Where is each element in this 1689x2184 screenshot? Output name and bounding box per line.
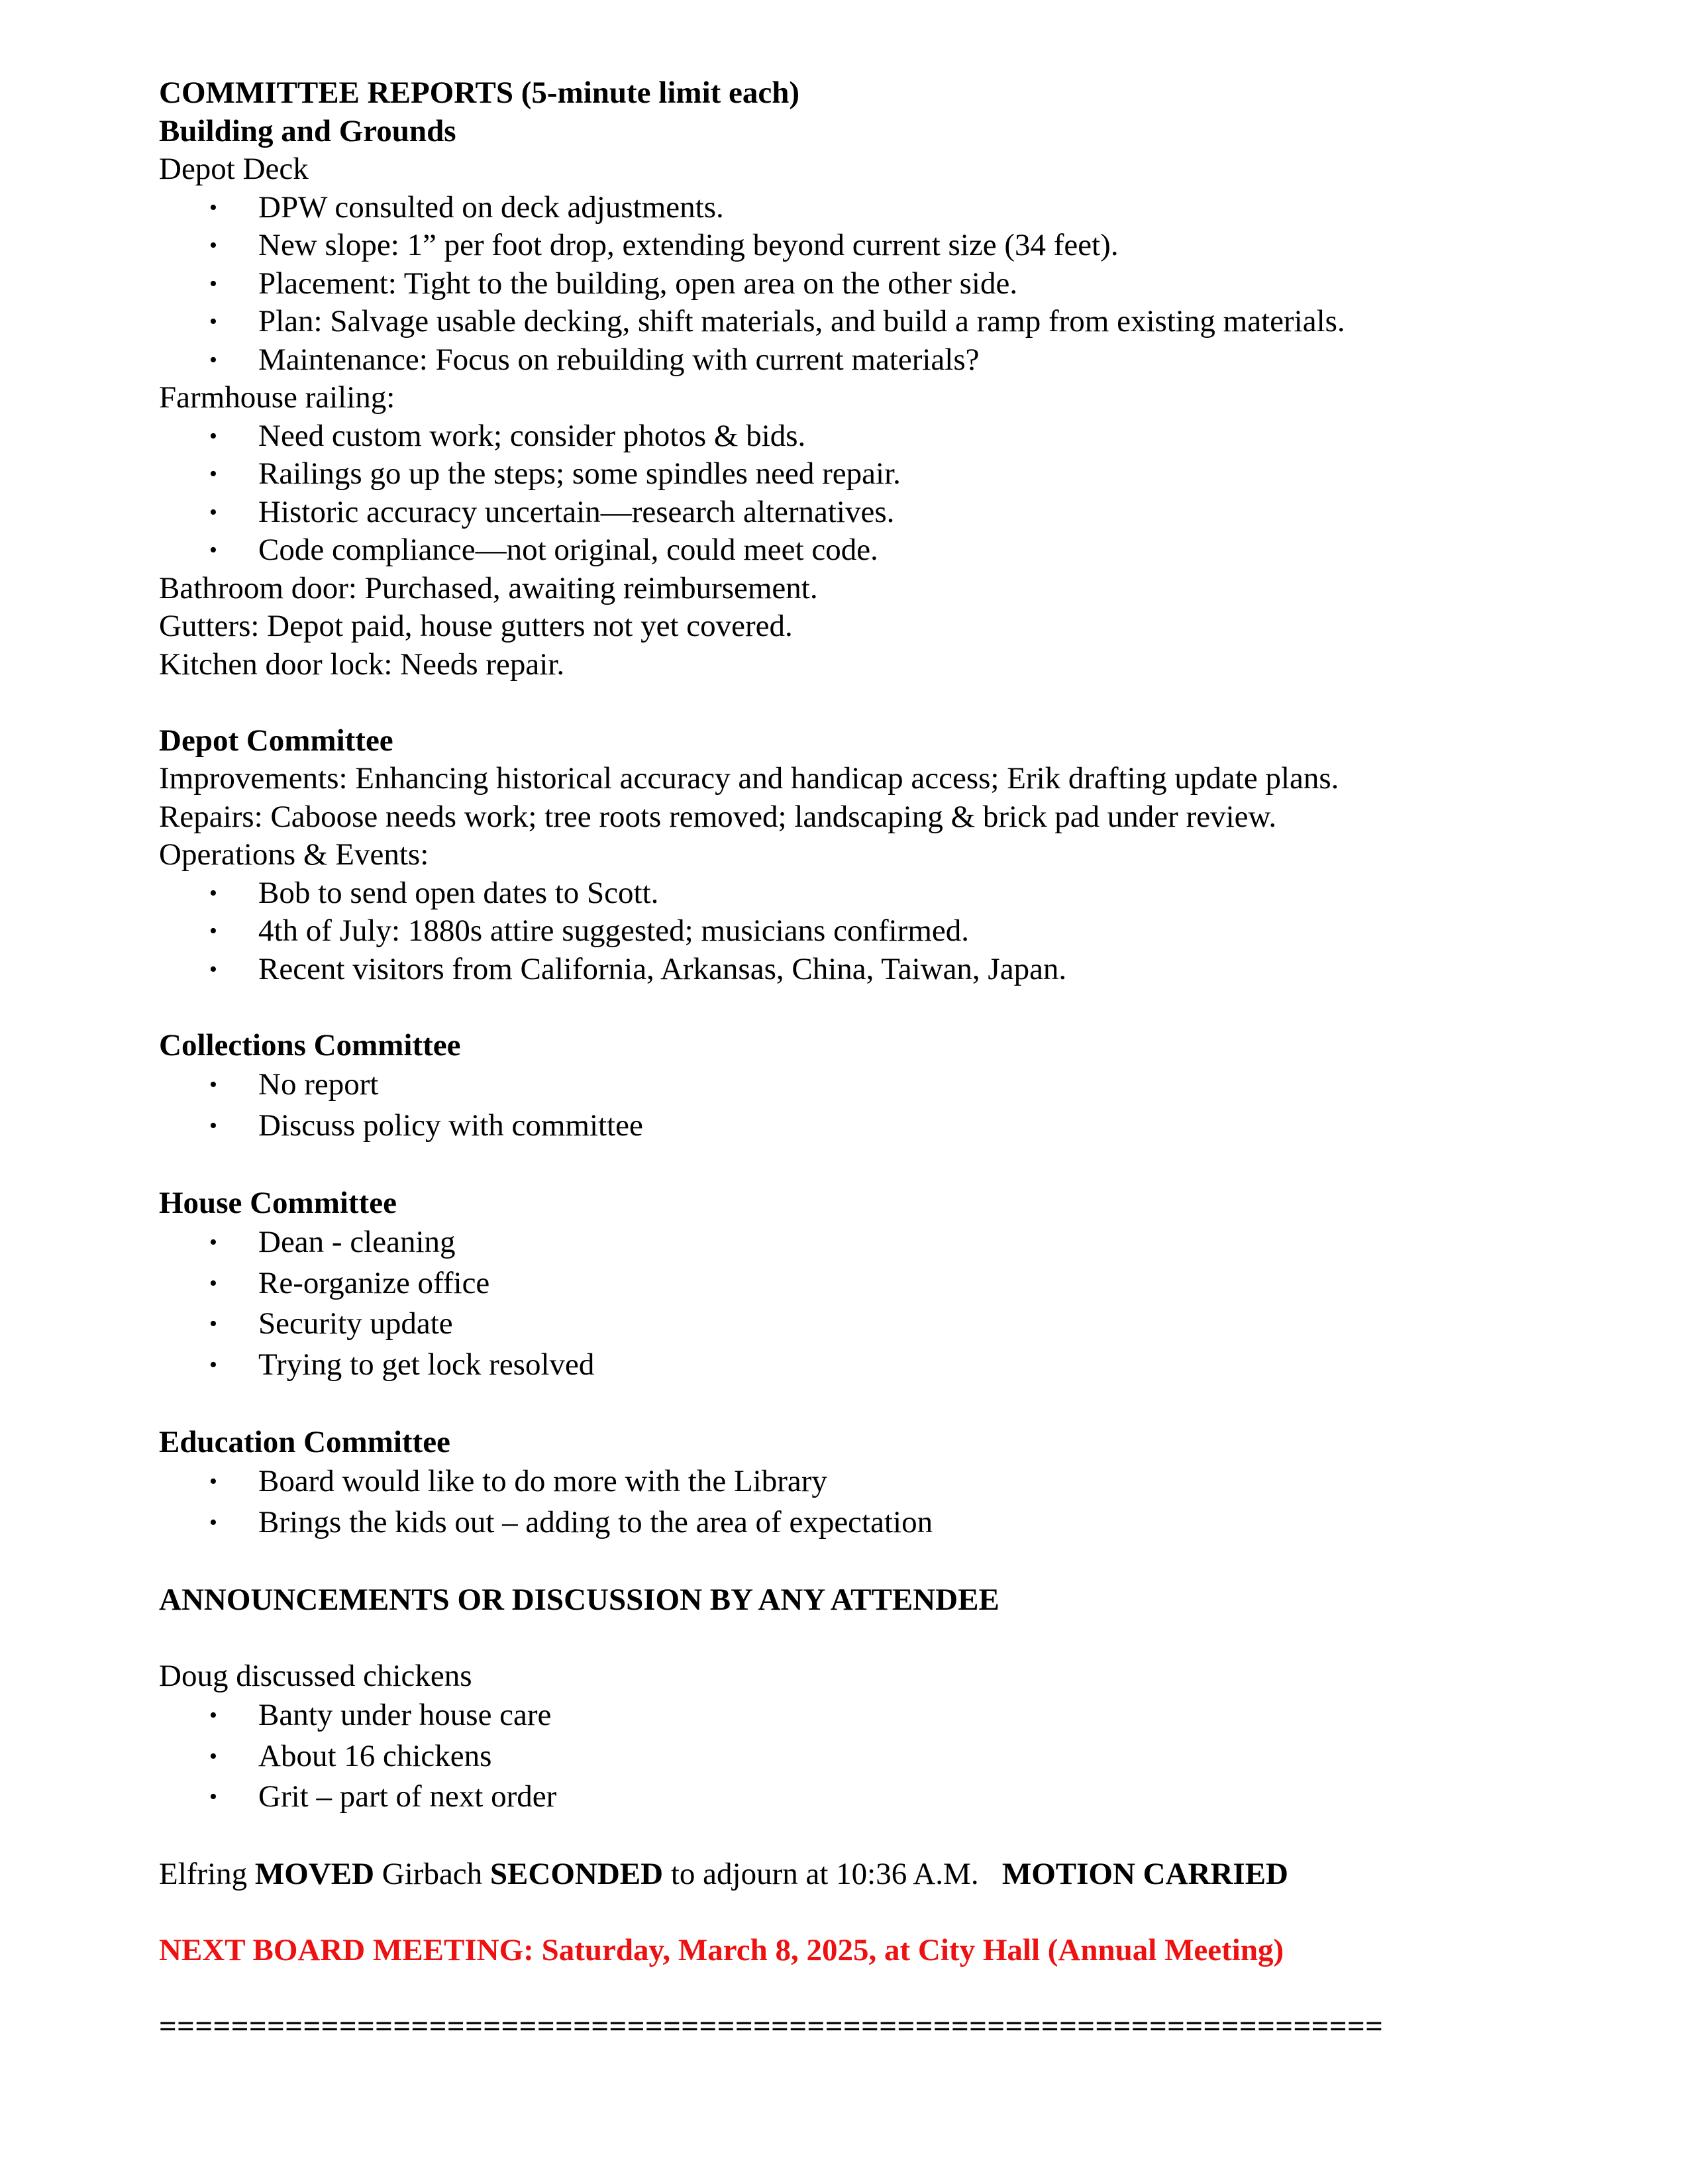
farmhouse-railing-list [159,417,1576,570]
list-item: • Grit – part of next order [159,1777,1576,1818]
list-item: • Board would like to do more with the Library [159,1461,1576,1502]
house-committee-heading: House Committee [159,1185,397,1220]
farmhouse-railing-label: Farmhouse railing: [159,380,395,415]
depot-deck-list [159,189,1576,380]
bullet-icon: • [209,1312,217,1336]
education-list [159,1461,1576,1543]
separator-rule: ==================================================================== [159,2009,1384,2044]
motion-seconded-word: SECONDED [489,1857,664,1891]
minutes-page [159,74,1576,2046]
bullet-icon: • [209,1703,217,1728]
list-item: • Maintenance: Focus on rebuilding with current materials? [159,341,1576,380]
bullet-icon: • [209,271,217,296]
operations-events-label: Operations & Events: [159,837,429,872]
bathroom-door-note: Bathroom door: Purchased, awaiting reimbursement. [159,570,818,605]
motion-result: MOTION CARRIED [1001,1857,1289,1891]
education-committee-heading: Education Committee [159,1424,450,1459]
announcements-list [159,1695,1576,1818]
list-item: • Bob to send open dates to Scott. [159,874,1576,913]
house-list [159,1222,1576,1385]
list-item: • Placement: Tight to the building, open area on the other side. [159,265,1576,303]
bullet-icon: • [209,1271,217,1296]
list-item: • Code compliance—not original, could meet code. [159,531,1576,570]
bullet-icon: • [209,195,217,220]
list-item: • Re-organize office [159,1263,1576,1304]
list-item: • New slope: 1” per foot drop, extending beyond current size (34 feet). [159,227,1576,265]
bullet-icon: • [209,462,217,486]
collections-list [159,1065,1576,1146]
list-item: • Railings go up the steps; some spindles need repair. [159,455,1576,494]
list-item: • Brings the kids out – adding to the area of expectation [159,1502,1576,1543]
depot-repairs: Repairs: Caboose needs work; tree roots removed; landscaping & brick pad under review. [159,799,1277,834]
list-item: • Need custom work; consider photos & bids. [159,417,1576,456]
motion-seconder: Girbach [382,1857,483,1891]
motion-mover: Elfring [159,1857,248,1891]
announcements-heading: ANNOUNCEMENTS OR DISCUSSION BY ANY ATTENDEE [159,1582,999,1617]
bullet-icon: • [209,423,217,448]
gutters-note: Gutters: Depot paid, house gutters not yet covered. [159,609,793,643]
next-meeting-notice: NEXT BOARD MEETING: Saturday, March 8, 2025, at City Hall (Annual Meeting) [159,1933,1284,1967]
list-item: • Discuss policy with committee [159,1106,1576,1147]
bullet-icon: • [209,1743,217,1769]
bullet-icon: • [209,538,217,562]
list-item: • No report [159,1065,1576,1106]
bullet-icon: • [209,919,217,943]
bullet-icon: • [209,499,217,525]
bullet-icon: • [209,1785,217,1809]
bullet-icon: • [209,1352,217,1377]
operations-events-list [159,874,1576,989]
adjournment-motion [159,1855,1576,1894]
list-item: • Security update [159,1304,1576,1345]
depot-improvements: Improvements: Enhancing historical accuracy and handicap access; Erik drafting update plans. [159,761,1339,796]
collections-committee-heading: Collections Committee [159,1027,461,1063]
bullet-icon: • [209,1230,217,1255]
announcements-intro: Doug discussed chickens [159,1658,472,1693]
list-item: • Recent visitors from California, Arkansas, China, Taiwan, Japan. [159,951,1576,989]
list-item: • 4th of July: 1880s attire suggested; musicians confirmed. [159,912,1576,951]
bullet-icon: • [209,957,217,982]
bullet-icon: • [209,1469,217,1494]
bullet-icon: • [209,347,217,372]
bullet-icon: • [209,309,217,334]
depot-committee-heading: Depot Committee [159,723,393,758]
list-item: • DPW consulted on deck adjustments. [159,189,1576,227]
bullet-icon: • [209,1072,217,1097]
list-item: • Plan: Salvage usable decking, shift materials, and build a ramp from existing materials. [159,303,1576,341]
list-item: • Historic accuracy uncertain—research alternatives. [159,494,1576,532]
kitchen-lock-note: Kitchen door lock: Needs repair. [159,647,565,682]
list-item: • Banty under house care [159,1695,1576,1736]
list-item: • About 16 chickens [159,1736,1576,1777]
depot-deck-label: Depot Deck [159,152,309,186]
bullet-icon: • [209,233,217,258]
motion-moved-word: MOVED [254,1857,375,1891]
bullet-icon: • [209,880,217,906]
list-item: • Trying to get lock resolved [159,1345,1576,1386]
bullet-icon: • [209,1510,217,1535]
bullet-icon: • [209,1113,217,1138]
building-grounds-heading: Building and Grounds [159,113,456,148]
motion-text: to adjourn at 10:36 A.M. [670,1857,979,1891]
committee-reports-heading: COMMITTEE REPORTS (5-minute limit each) [159,76,800,110]
list-item: • Dean - cleaning [159,1222,1576,1263]
